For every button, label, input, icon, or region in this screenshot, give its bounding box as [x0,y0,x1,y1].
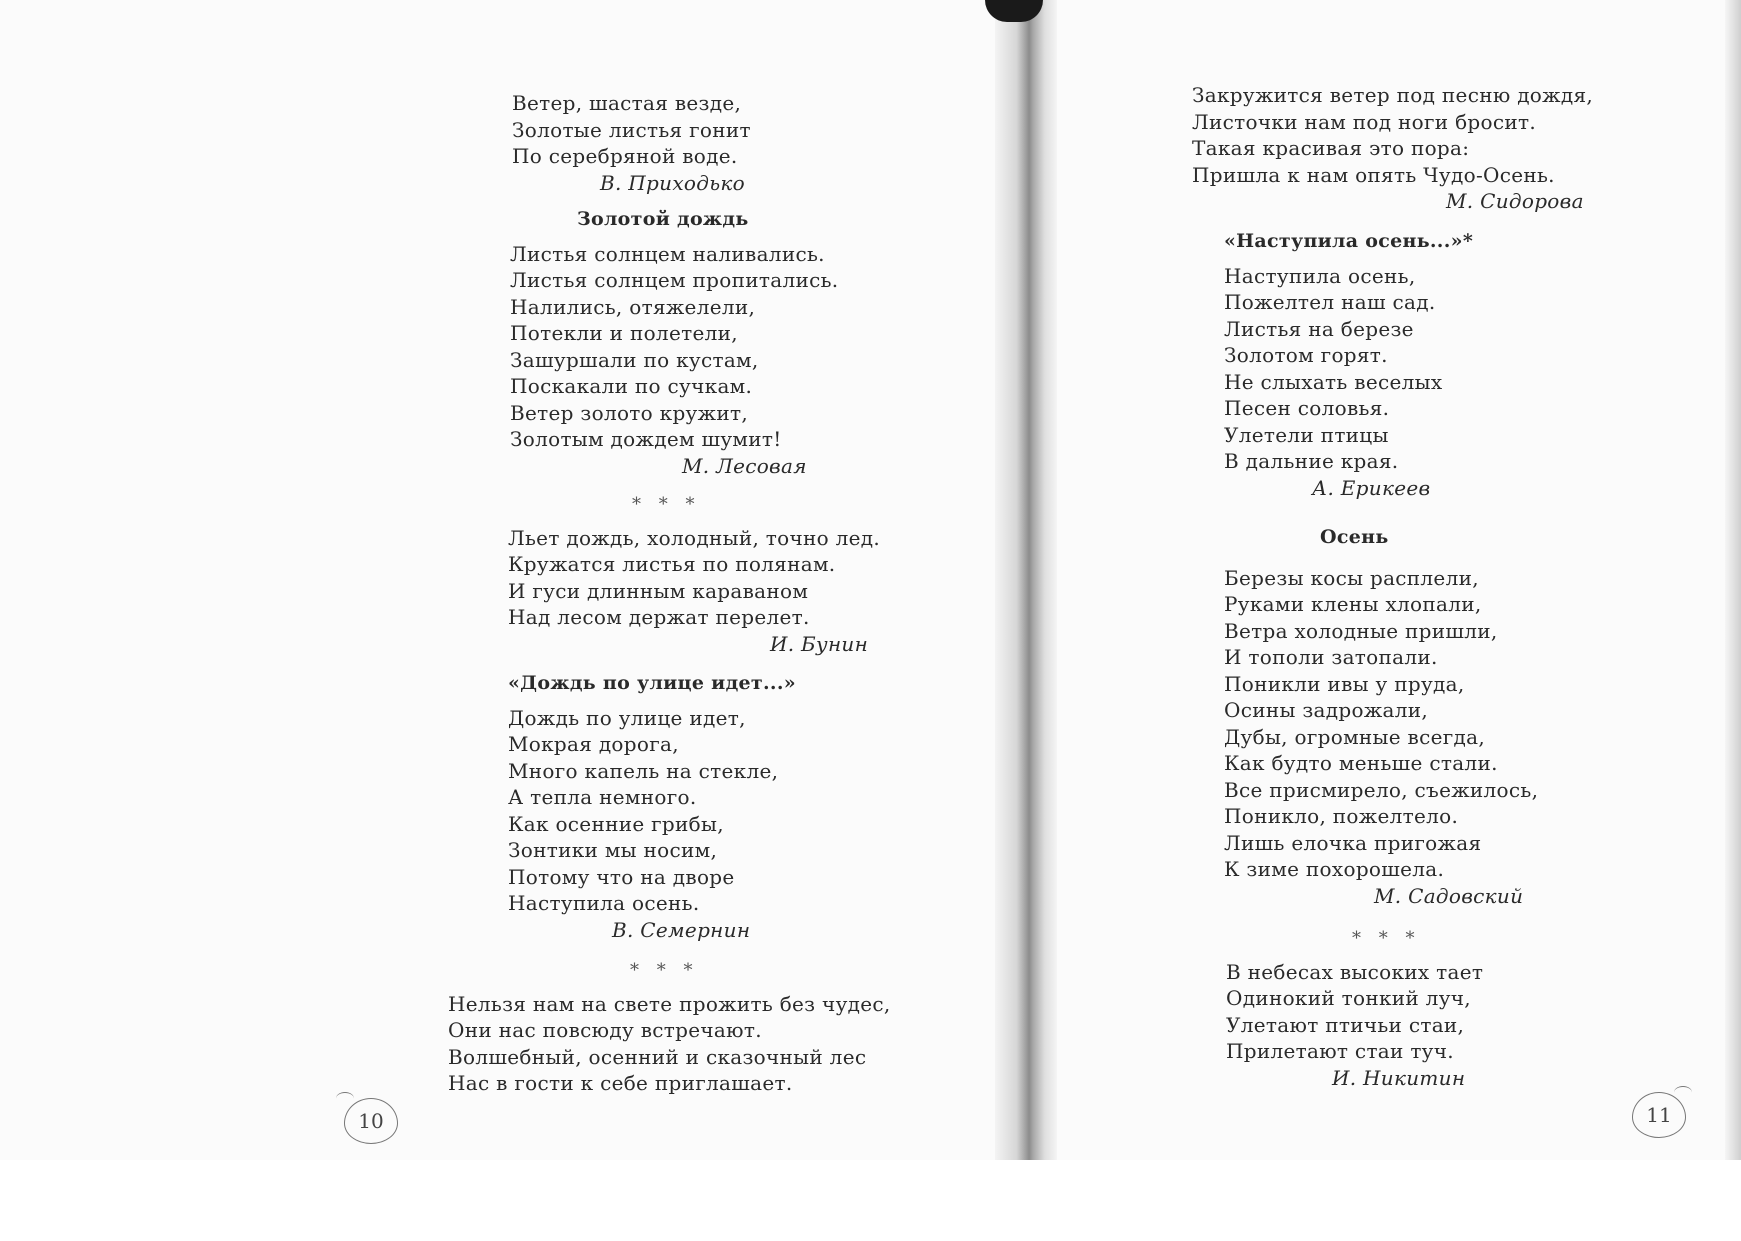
poem-author: М. Садовский [1374,883,1524,908]
poem-line: По серебряной воде. [512,144,738,168]
poem-author: В. Приходько [600,170,746,195]
poem-line: Волшебный, осенний и сказочный лес [448,1044,867,1069]
poem-title: «Дождь по улице идет...» [508,672,796,694]
poem-line: Мокрая дорога, [508,732,679,756]
poem-line: Улетают птичьи стаи, [1226,1012,1465,1037]
leaf-stem-icon [1674,1086,1692,1099]
poem-line: Наступила осень. [508,891,700,915]
page-edge-shadow [1725,0,1741,1160]
poem-line: Прилетают стаи туч. [1226,1039,1454,1063]
poem-line: Потому что на дворе [508,864,735,889]
poem-line: А тепла немного. [508,785,697,809]
poem-line: В небесах высоких тает [1226,959,1484,984]
poem-line: Листья на березе [1224,316,1414,341]
left-poem-2 [510,206,838,479]
right-poem-4 [1226,926,1483,1091]
poem-line: Ветер, шастая везде, [512,91,742,115]
poem-author: И. Никитин [1332,1065,1466,1090]
poem-author: В. Семернин [612,917,751,942]
poem-title: «Наступила осень...»* [1224,230,1474,252]
poem-author: М. Лесовая [682,453,807,478]
poem-line: Дубы, огромные всегда, [1224,724,1486,749]
poem-line: Золотые листья гонит [512,117,751,142]
poem-line: Улетели птицы [1224,422,1389,447]
poem-line: Поскакали по сучкам. [510,374,753,398]
poem-line: Ветер золото кружит, [510,400,748,425]
poem-separator: * * * [630,960,699,981]
poem-line: Листья солнцем пропитались. [510,268,839,292]
book-gutter-shadow [995,0,1057,1160]
poem-line: Поникло, пожелтело. [1224,804,1459,828]
poem-separator: * * * [632,494,701,515]
poem-line: Наступила осень, [1224,263,1416,288]
poem-line: Лишь елочка пригожая [1224,830,1482,855]
right-poem-2 [1224,228,1473,501]
poem-title: Золотой дождь [577,208,749,230]
poem-line: Как осенние грибы, [508,811,724,836]
leaf-stem-icon [336,1092,354,1105]
left-poem-3 [508,492,880,657]
poem-line: Много капель на стекле, [508,758,779,783]
poem-line: Осины задрожали, [1224,698,1429,722]
poem-line: И гуси длинным караваном [508,578,809,603]
poem-line: Зашуршали по кустам, [510,347,759,372]
poem-author: И. Бунин [770,631,869,656]
poem-line: Налились, отяжелели, [510,294,756,319]
page-number-left: 10 [344,1098,398,1144]
poem-line: Листья солнцем наливались. [510,241,825,266]
left-fragment-1 [512,90,751,196]
poem-line: Не слыхать веселых [1224,369,1443,394]
poem-line: Пришла к нам опять Чудо-Осень. [1192,162,1555,187]
poem-line: Закружится ветер под песню дождя, [1192,83,1594,107]
poem-line: Пожелтел наш сад. [1224,290,1436,314]
poem-line: Нас в гости к себе приглашает. [448,1071,793,1095]
poem-author: М. Сидорова [1446,189,1584,213]
page-number-right: 11 [1632,1092,1686,1138]
poem-line: Потекли и полетели, [510,321,738,345]
poem-line: Одинокий тонкий луч, [1226,986,1471,1010]
poem-author: А. Ерикеев [1312,475,1431,500]
poem-line: Дождь по улице идет, [508,705,746,730]
poem-line: Как будто меньше стали. [1224,751,1498,775]
poem-line: В дальние края. [1224,449,1399,473]
poem-line: Нельзя нам на свете прожить без чудес, [448,991,891,1016]
right-fragment-1 [1192,82,1593,215]
poem-line: Золотым дождем шумит! [510,427,782,451]
poem-line: К зиме похорошела. [1224,857,1445,881]
poem-line: Над лесом держат перелет. [508,605,810,629]
poem-title: Осень [1320,526,1389,548]
poem-line: Зонтики мы носим, [508,838,718,862]
poem-line: Ветра холодные пришли, [1224,618,1498,643]
poem-line: Листочки нам под ноги бросит. [1192,109,1537,134]
left-poem-5 [448,958,891,1097]
poem-line: Все присмирело, съежилось, [1224,777,1539,802]
poem-line: И тополи затопали. [1224,645,1438,669]
right-poem-3 [1224,524,1538,909]
poem-line: Такая красивая это пора: [1192,136,1470,160]
poem-line: Золотом горят. [1224,343,1388,367]
poem-line: Березы косы расплели, [1224,565,1479,590]
poem-line: Руками клены хлопали, [1224,592,1482,616]
poem-line: Они нас повсюду встречают. [448,1018,762,1042]
poem-line: Песен соловья. [1224,396,1390,420]
poem-separator: * * * [1352,928,1421,949]
poem-line: Поникли ивы у пруда, [1224,671,1465,696]
poem-line: Льет дождь, холодный, точно лед. [508,525,881,550]
left-poem-4 [508,670,796,943]
poem-line: Кружатся листья по полянам. [508,552,836,576]
